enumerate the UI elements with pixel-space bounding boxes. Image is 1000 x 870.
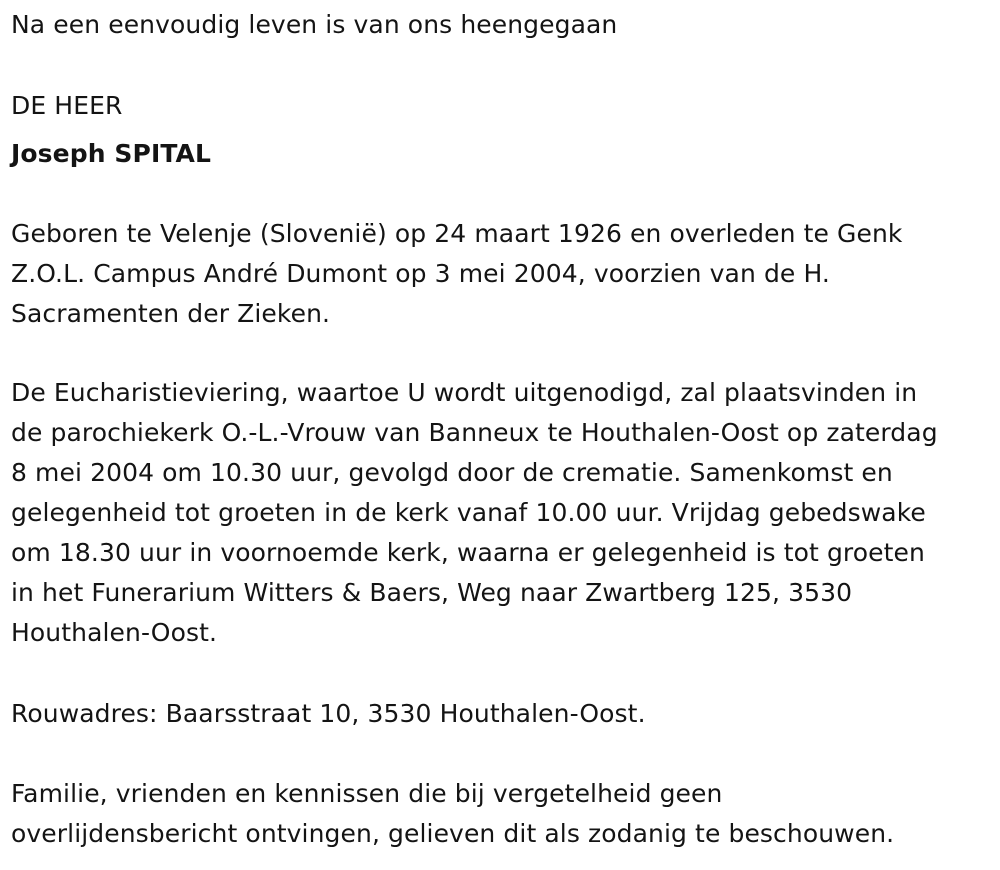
text-line: om 18.30 uur in voornoemde kerk, waarna er gelegenheid is tot groeten xyxy=(11,538,925,567)
text-line: 8 mei 2004 om 10.30 uur, gevolgd door de crematie. Samenkomst en xyxy=(11,458,893,487)
text-line: Familie, vrienden en kennissen die bij vergetelheid geen xyxy=(11,779,723,808)
deceased-name: Joseph SPITAL xyxy=(11,139,212,168)
mourning-address-paragraph xyxy=(11,694,646,734)
text-line: Z.O.L. Campus André Dumont op 3 mei 2004, voorzien van de H. xyxy=(11,259,830,288)
text-line: in het Funerarium Witters & Baers, Weg naar Zwartberg 125, 3530 xyxy=(11,578,853,607)
text-line: de parochiekerk O.-L.-Vrouw van Banneux te Houthalen-Oost op zaterdag xyxy=(11,418,938,447)
honorific-title: DE HEER xyxy=(11,91,123,120)
text-line: gelegenheid tot groeten in de kerk vanaf 10.00 uur. Vrijdag gebedswake xyxy=(11,498,926,527)
text-line: Houthalen-Oost. xyxy=(11,618,218,647)
text-line: Sacramenten der Zieken. xyxy=(11,299,331,328)
text-line: Rouwadres: Baarsstraat 10, 3530 Houthalen-Oost. xyxy=(11,699,646,728)
intro-line: Na een eenvoudig leven is van ons heengegaan xyxy=(11,10,618,39)
text-line: overlijdensbericht ontvingen, gelieven dit als zodanig te beschouwen. xyxy=(11,819,895,848)
text-line: Geboren te Velenje (Slovenië) op 24 maart 1926 en overleden te Genk xyxy=(11,219,903,248)
service-paragraph xyxy=(11,373,938,653)
birth-death-paragraph xyxy=(11,214,903,334)
text-line: De Eucharistieviering, waartoe U wordt uitgenodigd, zal plaatsvinden in xyxy=(11,378,918,407)
closing-paragraph xyxy=(11,774,894,854)
